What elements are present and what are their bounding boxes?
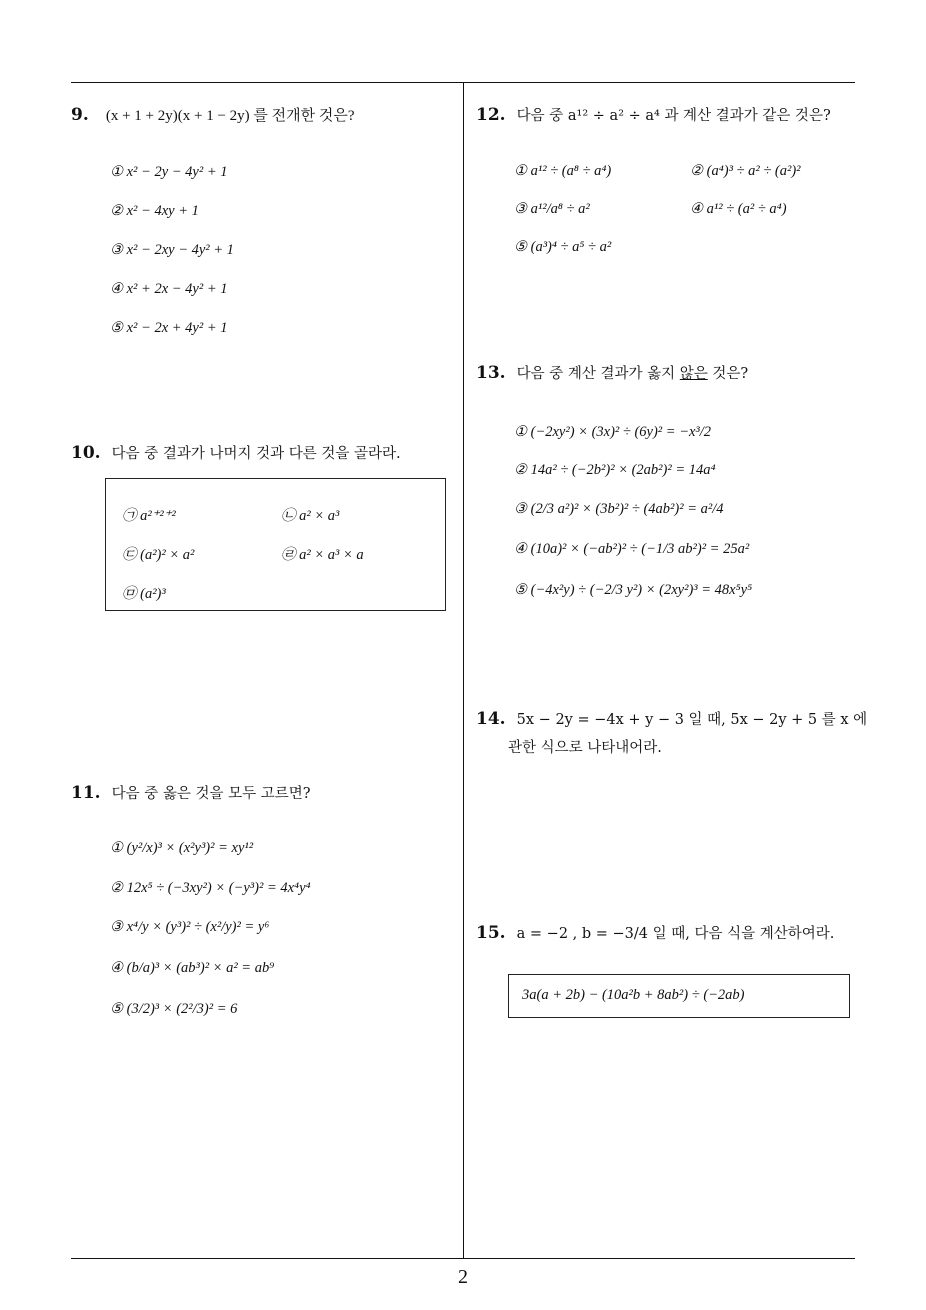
question-text: 다음 중 a¹² ÷ a² ÷ a⁴ 과 계산 결과가 같은 것은? <box>516 108 831 124</box>
question-text-before: 다음 중 계산 결과가 옳지 <box>516 366 680 382</box>
q11-option-5: ⑤ (3/2)³ × (2²/3)² = 6 <box>110 1001 238 1017</box>
q12-option-2: ② (a⁴)³ ÷ a² ÷ (a²)² <box>690 163 801 179</box>
q10-item-3: ㉢ (a²)² × a² <box>122 547 195 563</box>
question-number: 9. <box>71 105 89 125</box>
q9-option-3: ③ x² − 2xy − 4y² + 1 <box>110 242 234 258</box>
q11-option-3: ③ x⁴/y × (y³)² ÷ (x²/y)² = y⁶ <box>110 919 270 935</box>
question-text-line2: 관한 식으로 나타내어라. <box>508 740 662 756</box>
q9-option-5: ⑤ x² − 2x + 4y² + 1 <box>110 320 228 336</box>
q10-item-2: ㉡ a² × a³ <box>281 508 340 524</box>
q12-option-5: ⑤ (a³)⁴ ÷ a⁵ ÷ a² <box>514 239 612 255</box>
question-11 <box>71 782 311 803</box>
question-text-line1: 5x − 2y = −4x + y − 3 일 때, 5x − 2y + 5 를 x 에 <box>516 712 868 728</box>
q9-option-2: ② x² − 4xy + 1 <box>110 203 199 219</box>
q13-option-4: ④ (10a)² × (−ab²)² ÷ (−1/3 ab²)² = 25a² <box>514 541 750 557</box>
question-15 <box>476 922 834 943</box>
question-number: 10. <box>71 443 101 463</box>
question-12 <box>476 104 831 125</box>
q11-option-4: ④ (b/a)³ × (ab³)² × a² = ab⁹ <box>110 960 275 976</box>
question-text: (x + 1 + 2y)(x + 1 − 2y) 를 전개한 것은? <box>105 108 355 124</box>
question-text: a = −2 , b = −3/4 일 때, 다음 식을 계산하여라. <box>516 926 835 942</box>
question-text-underlined: 않은 <box>679 366 708 382</box>
q12-option-4: ④ a¹² ÷ (a² ÷ a⁴) <box>690 201 787 217</box>
q13-option-1: ① (−2xy²) × (3x)² ÷ (6y)² = −x³/2 <box>514 424 712 440</box>
q12-option-3: ③ a¹²/a⁸ ÷ a² <box>514 201 590 217</box>
question-text: 다음 중 결과가 나머지 것과 다른 것을 골라라. <box>111 446 401 462</box>
q12-option-1: ① a¹² ÷ (a⁸ ÷ a⁴) <box>514 163 612 179</box>
q13-option-3: ③ (2/3 a²)² × (3b²)² ÷ (4ab²)² = a²/4 <box>514 501 724 517</box>
question-10 <box>71 442 401 463</box>
q9-option-1: ① x² − 2y − 4y² + 1 <box>110 164 228 180</box>
q10-item-1: ㉠ a²⁺²⁺² <box>122 508 176 524</box>
question-14 <box>476 708 867 729</box>
question-text-after: 것은? <box>707 366 749 382</box>
question-number: 12. <box>476 105 506 125</box>
q11-option-2: ② 12x⁵ ÷ (−3xy²) × (−y³)² = 4x⁴y⁴ <box>110 880 311 896</box>
q11-option-1: ① (y²/x)³ × (x²y³)² = xy¹² <box>110 840 254 856</box>
question-number: 14. <box>476 709 506 729</box>
q10-item-4: ㉣ a² × a³ × a <box>281 547 364 563</box>
question-13 <box>476 362 748 383</box>
q13-option-5: ⑤ (−4x²y) ÷ (−2/3 y²) × (2xy²)³ = 48x⁵y⁵ <box>514 582 753 598</box>
q15-expression: 3a(a + 2b) − (10a²b + 8ab²) ÷ (−2ab) <box>522 987 745 1003</box>
question-9 <box>71 104 355 125</box>
question-number: 15. <box>476 923 506 943</box>
question-text: 다음 중 옳은 것을 모두 고르면? <box>111 786 311 802</box>
question-number: 11. <box>71 783 101 803</box>
q10-item-5: ㉤ (a²)³ <box>122 586 166 602</box>
column-divider <box>463 83 464 1259</box>
q13-option-2: ② 14a² ÷ (−2b²)² × (2ab²)² = 14a⁴ <box>514 462 716 478</box>
page-number: 2 <box>458 1266 468 1288</box>
q9-option-4: ④ x² + 2x − 4y² + 1 <box>110 281 228 297</box>
question-number: 13. <box>476 363 506 383</box>
